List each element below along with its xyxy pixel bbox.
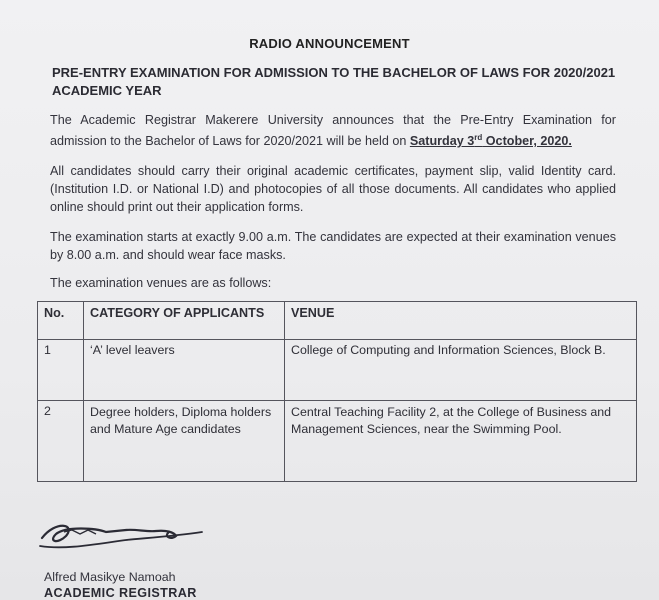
exam-date-suffix: October, 2020. (482, 134, 572, 149)
header-no: No. (38, 302, 84, 340)
document-title: RADIO ANNOUNCEMENT (249, 36, 410, 51)
paragraph-venues-intro: The examination venues are as follows: (50, 276, 272, 290)
venues-table (37, 301, 637, 482)
handwritten-signature (36, 510, 206, 560)
cell-no: 2 (38, 401, 84, 482)
cell-category: ‘A’ level leavers (84, 340, 285, 401)
paragraph-requirements: All candidates should carry their original academic certificates, payment slip, valid Identity card. (Institution I.D. or National I.D) and photocopies of all those documents. All candidates who applied online should print out their application forms. (50, 164, 616, 214)
paragraph-timing: The examination starts at exactly 9.00 a.m. The candidates are expected at their examination venues by 8.00 a.m. and should wear face masks. (50, 230, 616, 262)
exam-date-ordinal: rd (474, 133, 483, 142)
cell-venue: College of Computing and Information Sciences, Block B. (285, 340, 637, 401)
cell-category: Degree holders, Diploma holders and Mature Age candidates (84, 401, 285, 482)
exam-date (410, 134, 572, 148)
signer-name: Alfred Masikye Namoah (44, 570, 176, 584)
cell-venue: Central Teaching Facility 2, at the College of Business and Management Sciences, near the Swimming Pool. (285, 401, 637, 482)
paragraph-announcement-text: The Academic Registrar Makerere University announces that the Pre-Entry Examination for admission to the Bachelor of Laws for 2020/2021 will be held on (50, 113, 616, 149)
table-row (38, 401, 637, 482)
exam-date-prefix: Saturday 3 (409, 134, 475, 149)
header-category: CATEGORY OF APPLICANTS (84, 302, 285, 340)
table-header-row (38, 302, 637, 340)
cell-no: 1 (38, 340, 84, 401)
document-subject: PRE-ENTRY EXAMINATION FOR ADMISSION TO THE BACHELOR OF LAWS FOR 2020/2021 ACADEMIC YEAR (52, 65, 616, 98)
table-row (38, 340, 637, 401)
paragraph-announcement (50, 111, 616, 150)
signer-title: ACADEMIC REGISTRAR (44, 586, 197, 600)
header-venue: VENUE (285, 302, 637, 340)
